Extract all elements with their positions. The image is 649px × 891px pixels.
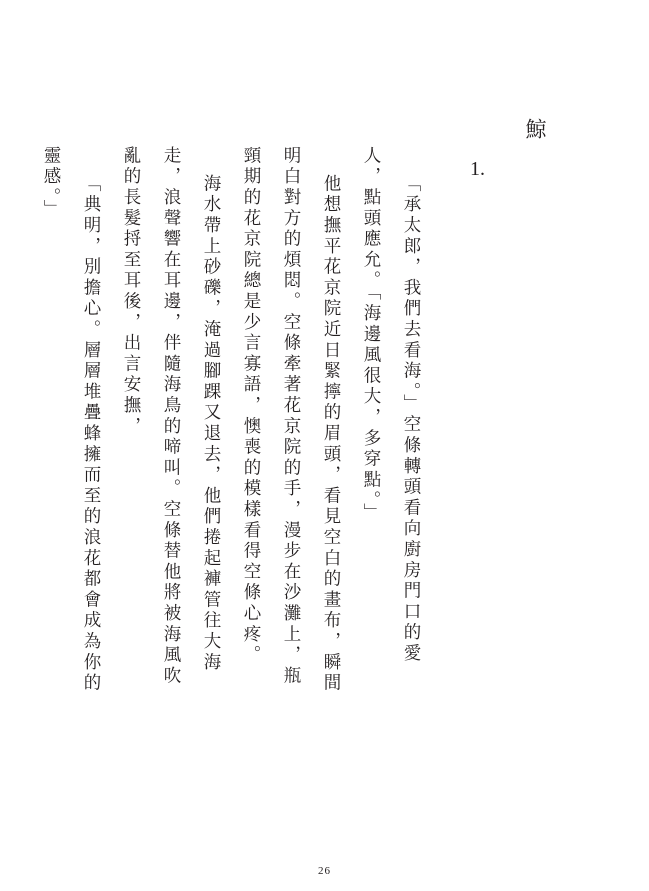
vertical-text-body bbox=[31, 146, 431, 706]
page-number: 26 bbox=[318, 865, 331, 877]
paragraph: 海水帶上砂礫，淹過腳踝又退去，他們捲起褲管往大海走，浪聲響在耳邊，伴隨海鳥的啼叫。空條替他將被海風吹亂的長髮捋至耳後，出言安撫， bbox=[121, 146, 221, 687]
chapter-number: 1. bbox=[470, 158, 485, 180]
chapter-title: 鯨 bbox=[523, 118, 547, 141]
paragraph: 「承太郎，我們去看海。」空條轉頭看向廚房門口的愛人，點頭應允。「海邊風很大，多穿點。」 bbox=[361, 146, 421, 665]
paragraph: 「典明，別擔心。層層堆疊蜂擁而至的浪花都會成為你的靈感。」 bbox=[41, 146, 101, 694]
paragraph: 他想撫平花京院近日緊擰的眉頭，看見空白的畫布，瞬間明白對方的煩悶。空條牽著花京院的手，漫步在沙灘上，瓶頸期的花京院總是少言寡語，懊喪的模樣看得空條心疼。 bbox=[241, 146, 341, 694]
